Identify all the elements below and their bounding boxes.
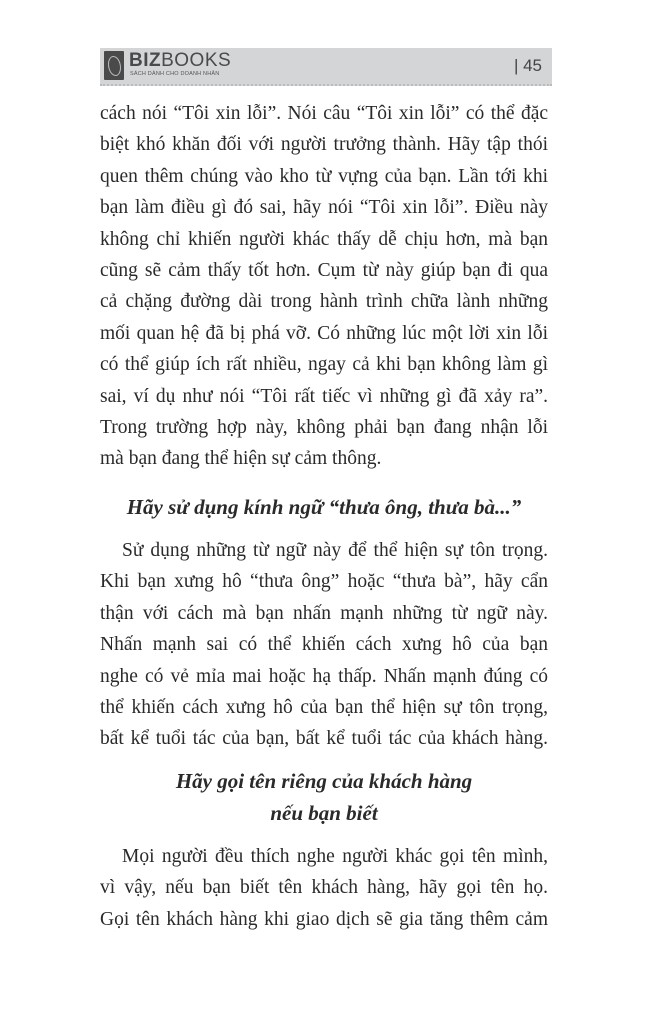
text-line: có thể giúp ích rất nhiều, ngay cả khi bạn không làm gì [100,354,548,376]
text-line: thận với cách mà bạn nhấn mạnh những từ ngữ này. [100,602,548,624]
page-number: | 45 [513,56,542,75]
section-heading-2 [100,765,548,829]
text-line: cách nói “Tôi xin lỗi”. Nói câu “Tôi xin lỗi” có thể đặc [100,103,548,124]
text-line: thể khiến cách xưng hô của bạn thể hiện sự tôn trọng, [100,697,548,719]
page-header [100,48,552,86]
brand-tagline: SÁCH DÀNH CHO DOANH NHÂN [130,71,220,77]
section-heading-1: Hãy sử dụng kính ngữ “thưa ông, thưa bà...” [126,495,522,519]
brand-name [129,50,231,72]
text-line: cũng sẽ cảm thấy tốt hơn. Cụm từ này giúp bạn đi qua [100,260,548,282]
text-line: Gọi tên khách hàng khi giao dịch sẽ gia tăng thêm cảm [100,908,548,930]
heading-line: Hãy gọi tên riêng của khách hàng [175,769,473,793]
brand-bold: BIZ [129,50,162,71]
brand-light: BOOKS [161,50,232,71]
heading-line: nếu bạn biết [270,801,378,825]
bizbooks-logo-icon [104,51,124,80]
text-line: không chỉ khiến người khác thấy dễ chịu hơn, mà bạn [100,228,548,250]
text-line: bạn làm điều gì đó sai, hãy nói “Tôi xin lỗi”. Điều này [100,197,548,219]
text-line: Trong trường hợp này, không phải bạn đang nhận lỗi [100,417,548,439]
paragraph-1 [100,98,548,475]
paragraph-2 [100,535,548,755]
text-line: cả chặng đường dài trong hành trình chữa lành những [100,291,548,313]
text-line: Nhấn mạnh sai có thể khiến cách xưng hô của bạn [100,634,548,656]
text-line: Mọi người đều thích nghe người khác gọi tên mình, [122,846,548,867]
text-line: biệt khó khăn đối với người trưởng thành. Hãy tập thói [100,134,548,156]
text-line: Sử dụng những từ ngữ này để thể hiện sự tôn trọng. [122,540,548,561]
paragraph-3 [100,841,548,935]
text-line: Khi bạn xưng hô “thưa ông” hoặc “thưa bà”, hãy cẩn [100,571,548,593]
text-line: nghe có vẻ mỉa mai hoặc hạ thấp. Nhấn mạnh đúng có [100,665,548,687]
text-line: mà bạn đang thể hiện sự cảm thông. [100,448,382,470]
text-line: mối quan hệ đã bị phá vỡ. Có những lúc một lời xin lỗi [100,322,548,344]
text-line: quen thêm chúng vào kho từ vựng của bạn. Lần tới khi [100,165,548,187]
text-line: vì vậy, nếu bạn biết tên khách hàng, hãy gọi tên họ. [100,877,548,899]
text-line: sai, ví dụ như nói “Tôi rất tiếc vì những gì đã xảy ra”. [100,385,548,407]
text-line: bất kể tuổi tác của bạn, bất kể tuổi tác của khách hàng. [100,728,548,750]
